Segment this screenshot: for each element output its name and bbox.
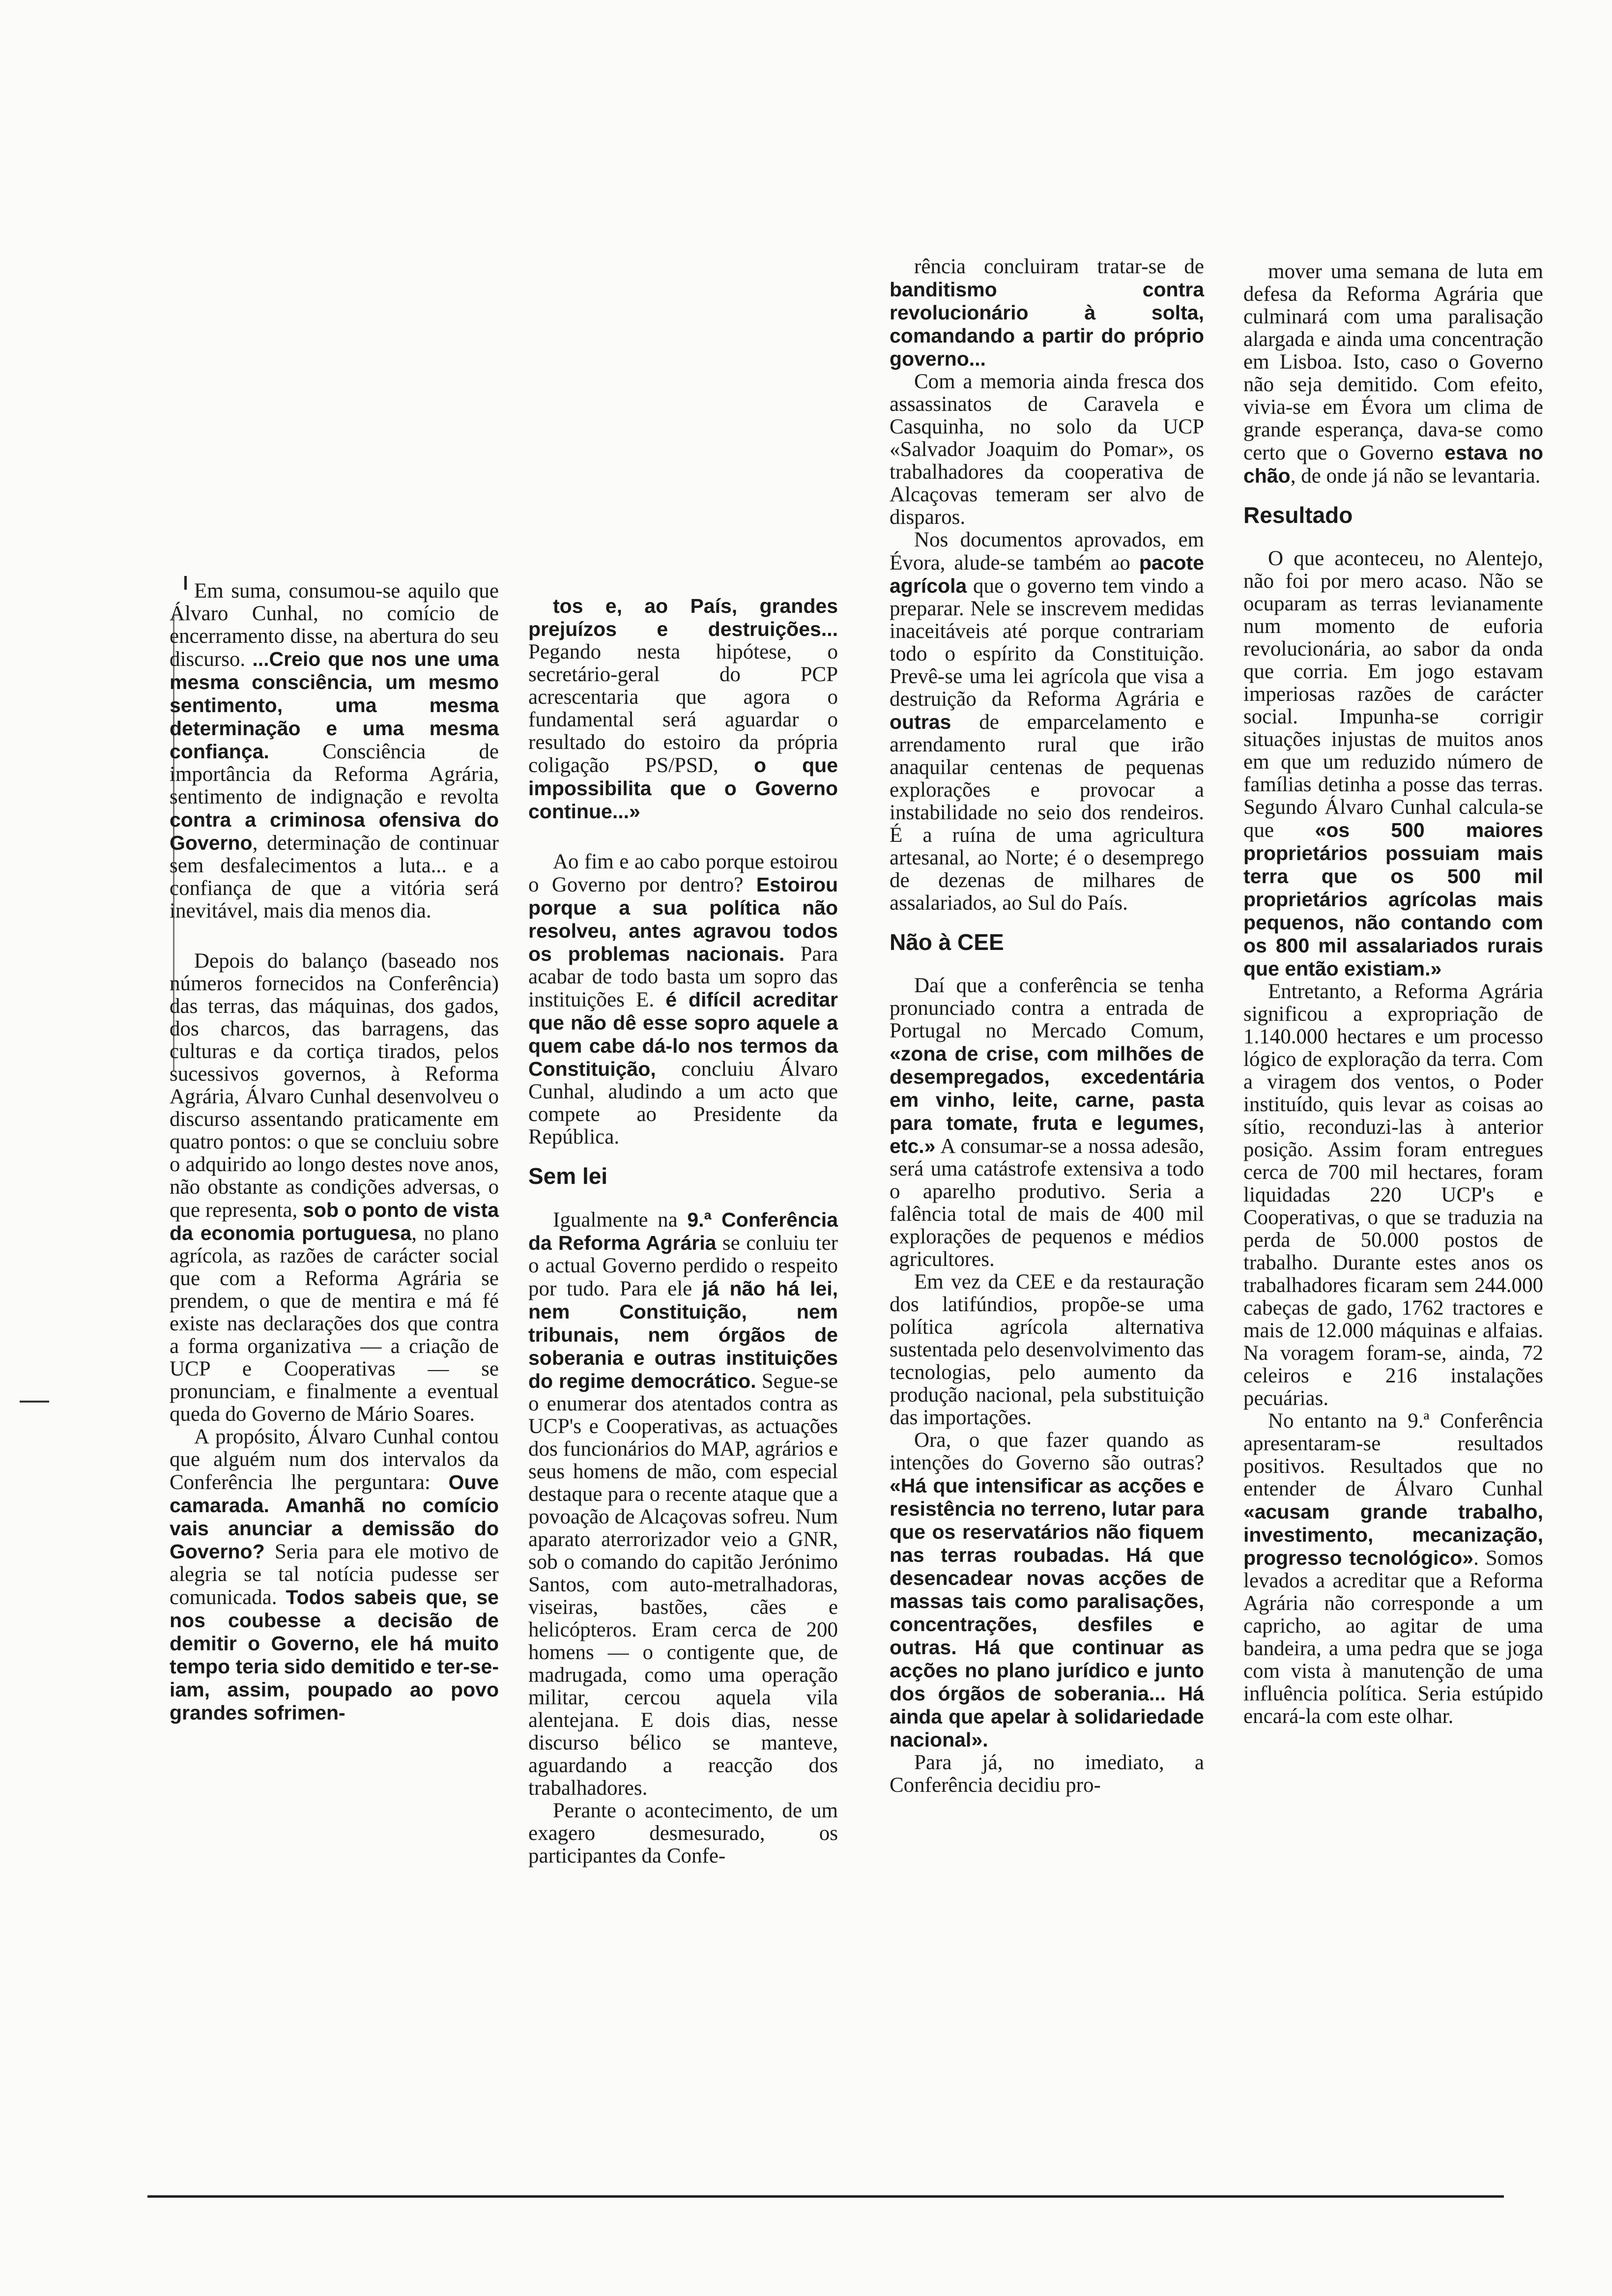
- section-heading: Sem lei: [528, 1163, 608, 1189]
- paragraph: [528, 1800, 838, 1867]
- text-run: Com a memoria ainda fresca dos assassinatos de Caravela e Casquinha, no solo da UCP «Salvador Joaquim do Pomar», os trabalhadores da cooperativa de Alcaçovas temeram ser alvo de disparos.: [890, 370, 1204, 529]
- text-run: Pegando nesta hipótese, o secretário-geral do PCP acrescentaria que agora o fundamental será aguardar o resultado do estoiro da própria coligação PS/PSD,: [528, 640, 838, 777]
- paragraph: [890, 256, 1204, 371]
- bold-run: «zona de crise, com milhões de desempregados, excedentária em vinho, leite, carne, pasta para tomate, fruta e legumes, etc.»: [890, 1042, 1204, 1157]
- text-run: Entretanto, a Reforma Agrária significou a expropriação de 1.140.000 hectares e um processo lógico de exploração da terra. Com a viragem dos ventos, o Poder instituído, quis levar as coisas ao sítio, reconduzi-las à anterior posição. Assim foram entregues cerca de 700 mil hectares, foram liquidadas 220 UCP's e Cooperativas, o que se traduzia na perda de 50.000 postos de trabalho. Durante estes anos os trabalhadores ficaram sem 244.000 cabeças de gado, 1762 tractores e mais de 12.000 máquinas e alfaias. Na voragem foram-se, ainda, 72 celeiros e 216 instalações pecuárias.: [1243, 980, 1543, 1410]
- text-run: Daí que a conferência se tenha pronunciado contra a entrada de Portugal no Mercado Comum,: [890, 974, 1204, 1042]
- paragraph: [890, 1751, 1204, 1797]
- paragraph: [170, 1426, 499, 1724]
- bold-run: 9.ª Conferência da Reforma Agrária: [528, 1208, 838, 1254]
- bold-run: Todos sabeis que, se nos coubesse a decisão de demitir o Governo, ele há muito tempo teria sido demitido e ter-se-iam, assim, poupado ao povo grandes sofrimen-: [170, 1586, 499, 1724]
- paragraph: [1243, 980, 1543, 1410]
- text-run: Nos documentos aprovados, em Évora, alude-se também ao: [890, 528, 1204, 574]
- paragraph: [528, 851, 838, 1148]
- text-run: Ao fim e ao cabo porque estoirou o Governo por dentro?: [528, 850, 838, 896]
- text-run: Para acabar de todo basta um sopro das instituições E.: [528, 943, 838, 1011]
- bold-run: o que impossibilita que o Governo continue...»: [528, 754, 838, 823]
- bold-run: banditismo contra revolucionário à solta, comandando a partir do próprio governo...: [890, 278, 1204, 370]
- bold-run: tos e, ao País, grandes prejuízos e destruições...: [528, 595, 838, 640]
- text-run: , no plano agrícola, as razões de carácter social que com a Reforma Agrária se prendem, o que de mentira e má fé existe nas declarações dos que contra a forma organizativa — a criação de UCP e Cooperativas — se pronunciam, e finalmente a eventual queda do Governo de Mário Soares.: [170, 1222, 499, 1426]
- text-run: Segue-se o enumerar dos atentados contra as UCP's e Cooperativas, as actuações dos funcionários do MAP, agrários e seus homens de mão, com especial destaque para o recente ataque que a povoação de Alcaçovas sofreu. Num aparato aterrorizador veio a GNR, sob o comando do capitão Jerónimo Santos, com auto-metralhadoras, viseiras, bastões, cães e helicópteros. Eram cerca de 200 homens — o contigente que, de madrugada, como uma operação militar, cercou aquela vila alentejana. E dois dias, nesse discurso bélico se manteve, aguardando a reacção dos trabalhadores.: [528, 1370, 838, 1800]
- paragraph: [1243, 260, 1543, 488]
- text-run: se conluiu ter o actual Governo perdido o respeito por tudo. Para ele: [528, 1232, 838, 1300]
- paragraph: [528, 595, 838, 823]
- paragraph: [170, 580, 499, 922]
- text-run: No entanto na 9.ª Conferência apresentaram-se resultados positivos. Resultados que no entender de Álvaro Cunhal: [1243, 1409, 1543, 1500]
- bold-run: pacote agrícola: [890, 551, 1204, 597]
- paragraph: [890, 371, 1204, 529]
- section-heading: Não à CEE: [890, 929, 1004, 955]
- bold-run: estava no chão: [1243, 441, 1543, 487]
- text-run: Ora, o que fazer quando as intenções do Governo são outras?: [890, 1429, 1204, 1474]
- text-run: Consciência de importância da Reforma Agrária, sentimento de indignação e revolta: [170, 740, 499, 808]
- paragraph: [170, 950, 499, 1426]
- paragraph: [890, 529, 1204, 915]
- bold-run: outras: [890, 711, 951, 733]
- paragraph: [1243, 1410, 1543, 1728]
- bold-run: ...Creio que nos une uma mesma consciência, um mesmo sentimento, uma mesma determinação e uma mesma confiança.: [170, 648, 499, 763]
- text-run: rência concluiram tratar-se de: [914, 255, 1204, 278]
- text-run: Igualmente na: [553, 1208, 688, 1232]
- bold-run: «Há que intensificar as acções e resistência no terreno, lutar para que os reservatários não fiquem nas terras roubadas. Há que desencadear novas acções de massas tais como paralisações, concentrações, desfiles e outras. Há que continuar as acções no plano jurídico e junto dos órgãos de soberania... Há ainda que apelar à solidariedade nacional».: [890, 1474, 1204, 1751]
- paragraph: [528, 1208, 838, 1800]
- text-run: mover uma semana de luta em defesa da Reforma Agrária que culminará com uma paralisação alargada e ainda uma concentração em Lisboa. Isto, caso o Governo não seja demitido. Com efeito, vivia-se em Évora um clima de grande esperança, dava-se como certo que o Governo: [1243, 260, 1543, 464]
- text-run: , de onde já não se levantaria.: [1290, 464, 1541, 488]
- text-run: A consumar-se a nossa adesão, será uma catástrofe extensiva a todo o aparelho produtivo. Seria a falência total de mais de 400 mil explorações de pequenos e médios agricultores.: [890, 1135, 1204, 1271]
- text-run: A propósito, Álvaro Cunhal contou que alguém num dos intervalos da Conferência lhe perguntara:: [170, 1425, 499, 1494]
- paragraph: [890, 975, 1204, 1271]
- text-run: Para já, no imediato, a Conferência decidiu pro-: [890, 1751, 1204, 1797]
- bottom-rule: [147, 2195, 1504, 2198]
- column-1: [170, 580, 499, 1724]
- bold-run: Estoirou porque a sua política não resolveu, antes agravou todos os problemas nacionais.: [528, 873, 838, 965]
- text-run: Depois do balanço (baseado nos números fornecidos na Conferência) das terras, das máquinas, dos gados, dos charcos, das barragens, das culturas e da cortiça tirados, pelos sucessivos governos, à Reforma Agrária, Álvaro Cunhal desenvolveu o discurso assentando praticamente em quatro pontos: o que se concluiu sobre o adquirido ao longo destes nove anos, não obstante as condições adversas, o que representa,: [170, 949, 499, 1222]
- paragraph: [1243, 547, 1543, 980]
- bold-run: sob o ponto de vista da economia portuguesa: [170, 1199, 499, 1244]
- column-4: [1243, 260, 1543, 1728]
- text-run: Em vez da CEE e da restauração dos latifúndios, propõe-se uma política agrícola alternativa sustentada pelo desenvolvimento das tecnologias, pelo aumento da produção nacional, pela substituição das importações.: [890, 1270, 1204, 1429]
- bold-run: «os 500 maiores proprietários possuiam mais terra que os 500 mil proprietários agrícolas mais pequenos, não contando com os 800 mil assalariados rurais que então existiam.»: [1243, 819, 1543, 980]
- bold-run: Ouve camarada. Amanhã no comício vais anunciar a demissão do Governo?: [170, 1471, 499, 1563]
- paragraph: [890, 1429, 1204, 1751]
- bold-run: já não há lei, nem Constituição, nem tribunais, nem órgãos de soberania e outras instituições do regime democrático.: [528, 1277, 838, 1392]
- text-run: concluiu Álvaro Cunhal, aludindo a um acto que compete ao Presidente da República.: [528, 1058, 838, 1148]
- column-2: [528, 595, 838, 1867]
- bold-run: é difícil acreditar que não dê esse sopro aquele a quem cabe dá-lo nos termos da Constituição,: [528, 988, 838, 1080]
- text-run: Perante o acontecimento, de um exagero desmesurado, os participantes da Confe-: [528, 1799, 838, 1867]
- text-run: . Somos levados a acreditar que a Reforma Agrária não corresponde a um capricho, ao agitar de uma bandeira, a uma pedra que se joga com vista à manutenção de uma influência política. Seria estúpido encará-la com este olhar.: [1243, 1547, 1543, 1728]
- text-run: O que aconteceu, no Alentejo, não foi por mero acaso. Não se ocuparam as terras levianamente num momento de euforia revolucionária, ao sabor da onda que corria. Em jogo estavam imperiosas razões de carácter social. Impunha-se corrigir situações injustas de muitos anos em que um reduzido número de famílias detinha a posse das terras. Segundo Álvaro Cunhal calcula-se que: [1243, 547, 1543, 842]
- text-run: de emparcelamento e arrendamento rural que irão anaquilar centenas de pequenas explorações e provocar a instabilidade no seio dos rendeiros. É a ruína de uma agricultura artesanal, ao Norte; é o desemprego de dezenas de milhares de assalariados, ao Sul do País.: [890, 711, 1204, 915]
- text-run: Em suma, consumou-se aquilo que Álvaro Cunhal, no comício de encerramento disse, na abertura do seu discurso.: [170, 579, 499, 671]
- text-run: , determinação de continuar sem desfalecimentos a luta... e a confiança de que a vitória será inevitável, mais dia menos dia.: [170, 832, 499, 922]
- text-run: Seria para ele motivo de alegria se tal notícia pudesse ser comunicada.: [170, 1540, 499, 1609]
- paragraph: [890, 1271, 1204, 1429]
- section-heading: Resultado: [1243, 502, 1353, 528]
- column-3: [890, 256, 1204, 1797]
- bold-run: «acusam grande trabalho, investimento, mecanização, progresso tecnológico»: [1243, 1500, 1543, 1569]
- text-run: que o governo tem vindo a preparar. Nele se inscrevem medidas inaceitáveis até porque contrariam todo o espírito da Constituição. Prevê-se uma lei agrícola que visa a destruição da Reforma Agrária e: [890, 574, 1204, 711]
- edge-dash: [20, 1401, 49, 1403]
- bold-run: contra a criminosa ofensiva do Governo: [170, 808, 499, 854]
